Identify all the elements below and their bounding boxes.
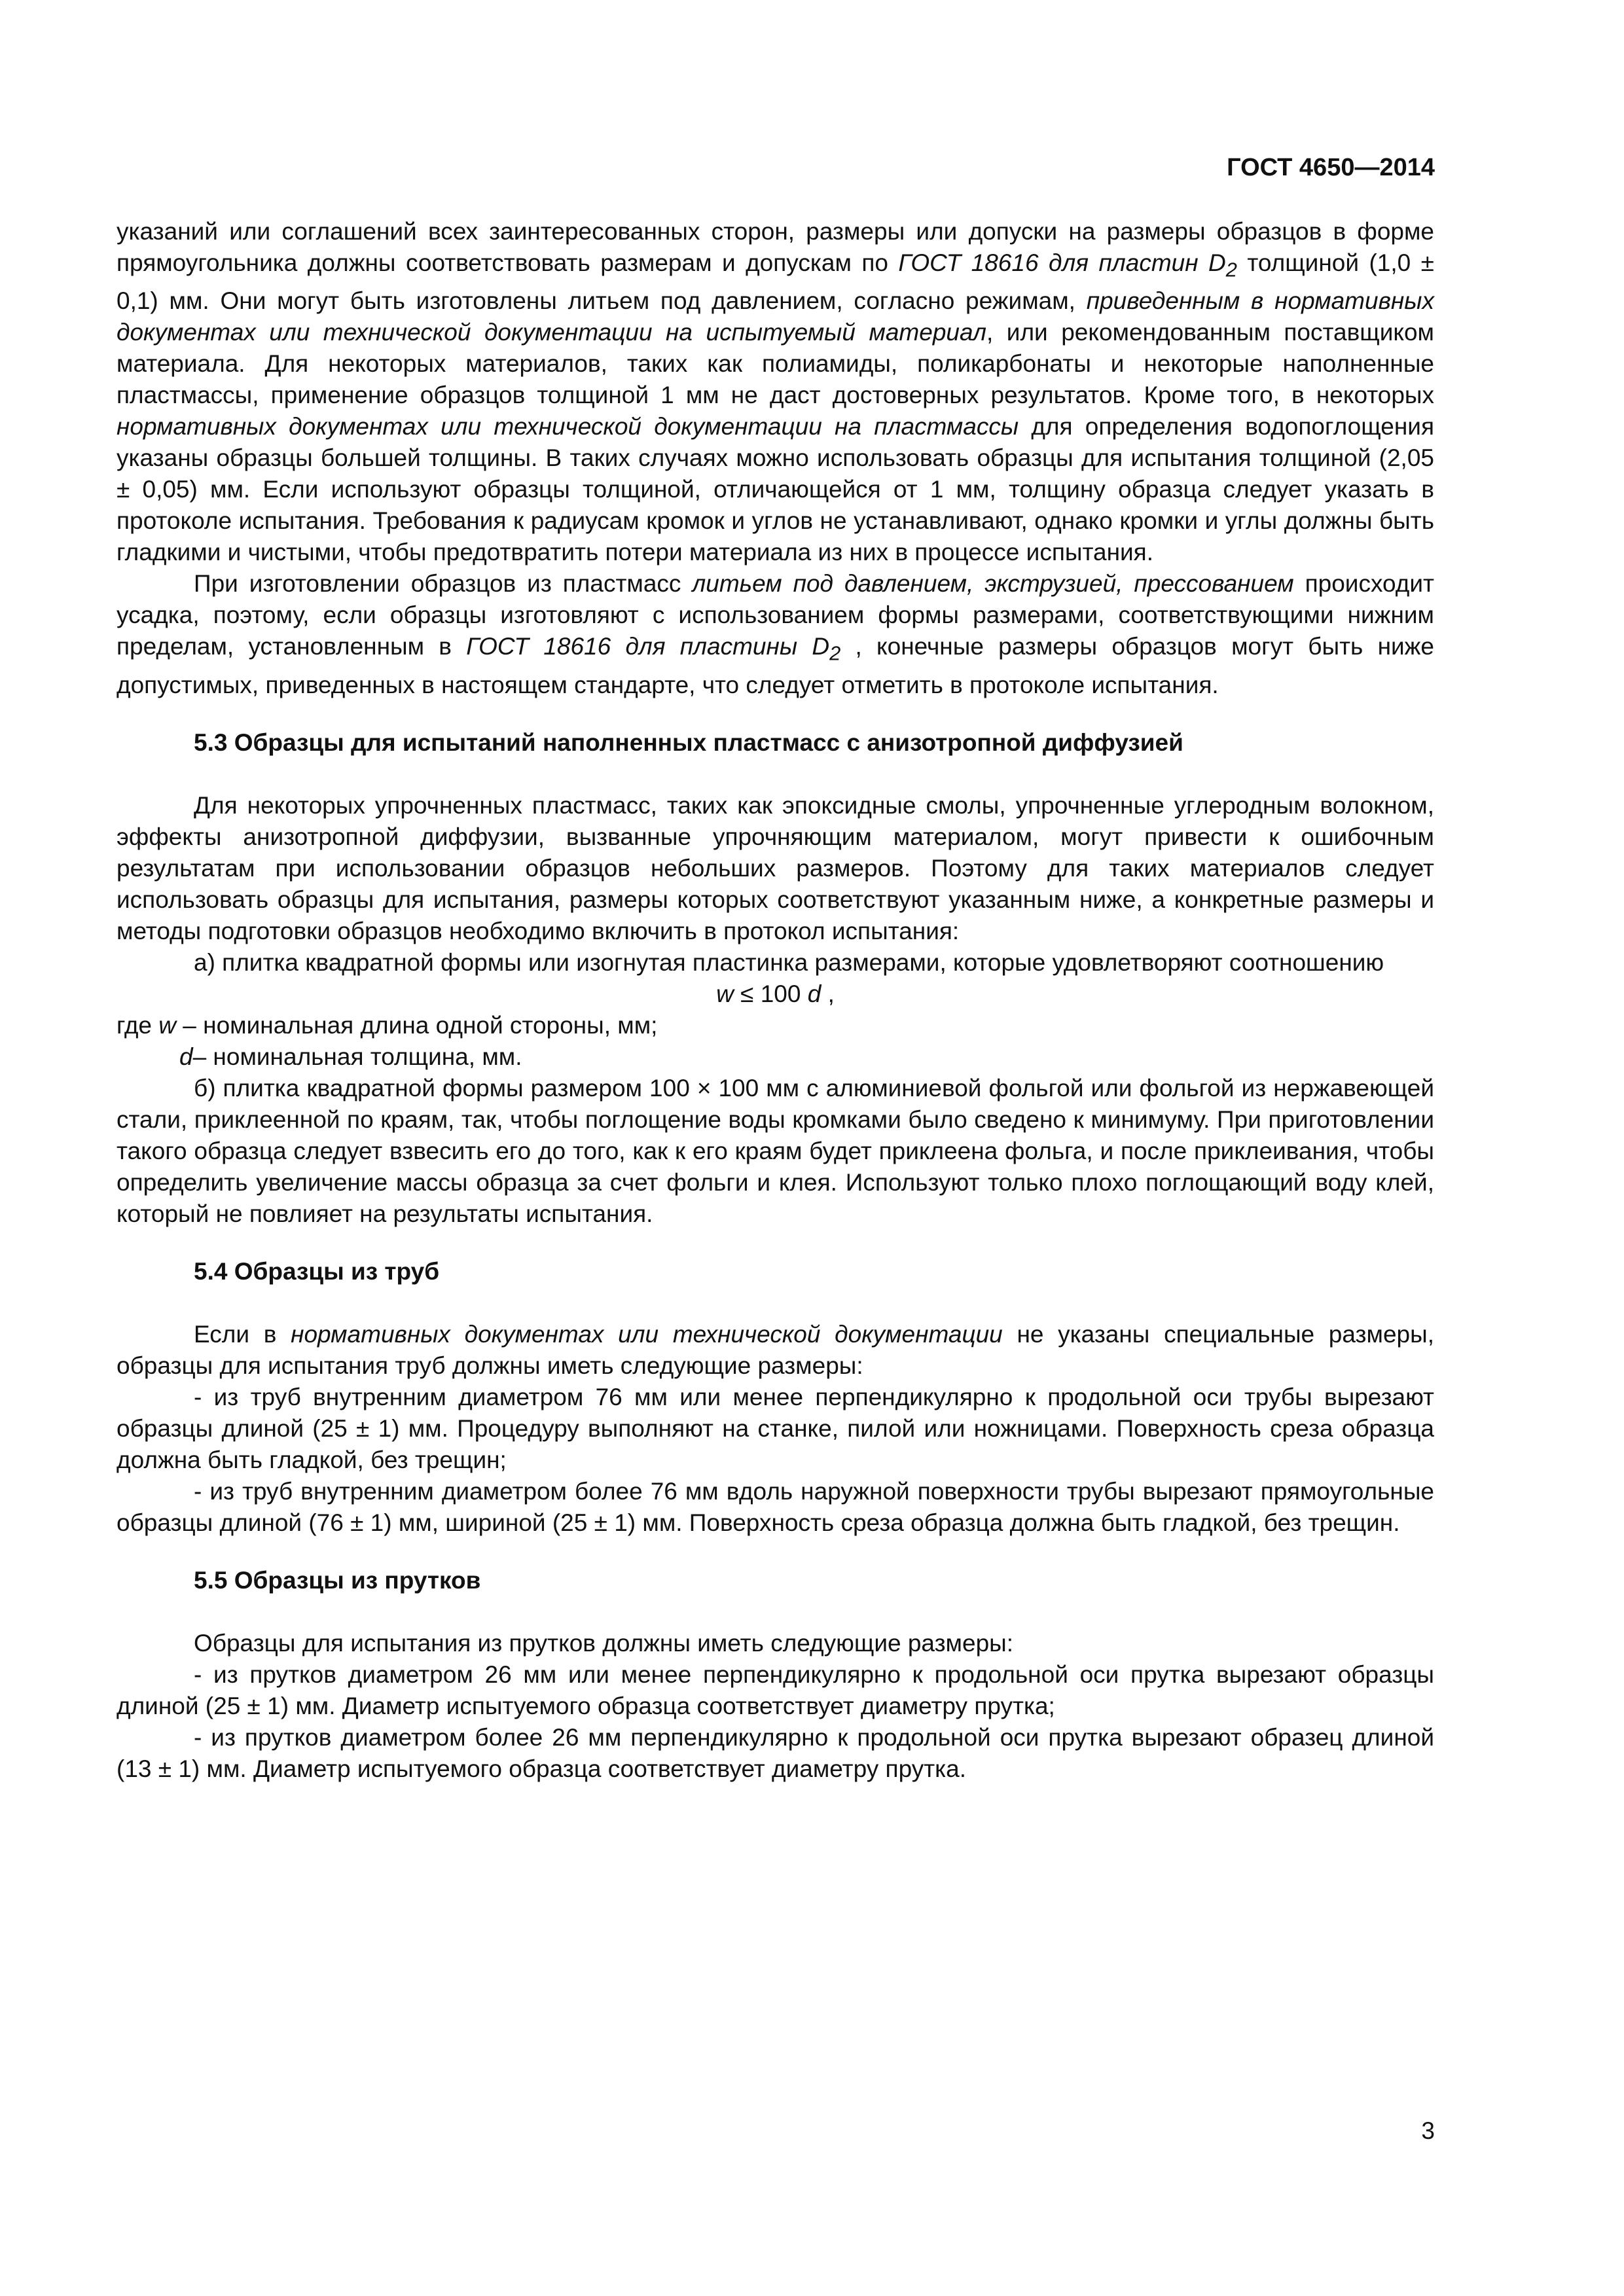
- list-item-rods-small: - из прутков диаметром 26 мм или менее перпендикулярно к продольной оси прутка вырезают образцы длиной (25 ± 1) мм. Диаметр испытуемого образца соответствует диаметру прутка;: [117, 1660, 1434, 1719]
- list-item-rods-large: - из прутков диаметром более 26 мм перпендикулярно к продольной оси прутка вырезают образец длиной (13 ± 1) мм. Диаметр испытуемого образца соответствует диаметру прутка.: [117, 1723, 1434, 1782]
- paragraph-anisotropic: Для некоторых упрочненных пластмасс, таких как эпоксидные смолы, упрочненные углеродным волокном, эффекты анизотропной диффузии, вызванные упрочняющим материалом, могут привести к ошибочным результатам при использовании образцов небольших размеров. Поэтому для таких материалов следует использовать образцы для испытания, размеры которых соответствуют указанным ниже, а конкретные размеры и методы подготовки образцов необходимо включить в протокол испытания:: [117, 791, 1434, 944]
- paragraph-pipes-intro: Если в нормативных документах или технической документации не указаны специальные размеры, образцы для испытания труб должны иметь следующие размеры:: [117, 1320, 1434, 1379]
- paragraph-rods-intro: Образцы для испытания из прутков должны иметь следующие размеры:: [194, 1629, 1014, 1657]
- page-number: 3: [1421, 2117, 1435, 2144]
- formula-w-le-100d: w ≤ 100 d ,: [716, 980, 835, 1007]
- list-item-b: б) плитка квадратной формы размером 100 × 100 мм с алюминиевой фольгой или фольгой из нержавеющей стали, приклеенной по краям, так, чтобы поглощение воды кромками было сведено к минимуму. При приготовлении такого образца следует взвесить его до того, как к его краям будет приклеена фольга, и после приклеивания, чтобы определить увеличение массы образца за счет фольги и клея. Используют только плохо поглощающий воду клей, который не повлияет на результаты испытания.: [117, 1074, 1434, 1227]
- list-item-pipes-small: - из труб внутренним диаметром 76 мм или менее перпендикулярно к продольной оси трубы вырезают образцы длиной (25 ± 1) мм. Процедуру выполняют на станке, пилой или ножницами. Поверхность среза образца должна быть гладкой, без трещин;: [117, 1383, 1434, 1473]
- list-item-pipes-large: - из труб внутренним диаметром более 76 мм вдоль наружной поверхности трубы вырезают прямоугольные образцы длиной (76 ± 1) мм, шириной (25 ± 1) мм. Поверхность среза образца должна быть гладкой, без трещин.: [117, 1477, 1434, 1536]
- document-header-id: ГОСТ 4650—2014: [1227, 154, 1435, 181]
- section-heading-5-5: 5.5 Образцы из прутков: [194, 1566, 481, 1594]
- formula-legend-d: d– номинальная толщина, мм.: [179, 1043, 522, 1070]
- section-heading-5-3: 5.3 Образцы для испытаний наполненных пластмасс с анизотропной диффузией: [194, 728, 1183, 756]
- document-body: [117, 216, 1434, 1785]
- list-item-a: а) плитка квадратной формы или изогнутая пластинка размерами, которые удовлетворяют соотношению: [194, 948, 1384, 976]
- formula-legend-w: где w – номинальная длина одной стороны, мм;: [117, 1011, 658, 1039]
- paragraph-shrinkage: При изготовлении образцов из пластмасс литьем под давлением, экструзией, прессованием происходит усадка, поэтому, если образцы изготовляют с использованием формы размерами, соответствующими нижним пределам, установленным в ГОСТ 18616 для пластины $D_2$ , конечные размеры образцов могут быть ниже допустимых, приведенных в настоящем стандарте, что следует отметить в протоколе испытания.: [117, 570, 1435, 698]
- section-heading-5-4: 5.4 Образцы из труб: [194, 1257, 440, 1285]
- paragraph-sample-dimensions: указаний или соглашений всех заинтересованных сторон, размеры или допуски на размеры образцов в форме прямоугольника должны соответствовать размерам и допускам по ГОСТ 18616 для пластин $D_2$ толщиной (1,0 ± 0,1) мм. Они могут быть изготовлены литьем под давлением, согласно режимам, приведенным в нормативных документах или технической документации на испытуемый материал, или рекомендованным поставщиком материала. Для некоторых материалов, таких как полиамиды, поликарбонаты и некоторые наполненные пластмассы, применение образцов толщиной 1 мм не даст достоверных результатов. Кроме того, в некоторых нормативных документах или технической документации на пластмассы для определения водопоглощения указаны образцы большей толщины. В таких случаях можно использовать образцы для испытания толщиной (2,05 ± 0,05) мм. Если используют образцы толщиной, отличающейся от 1 мм, толщину образца следует указать в протоколе испытания. Требования к радиусам кромок и углов не устанавливают, однако кромки и углы должны быть гладкими и чистыми, чтобы предотвратить потери материала из них в процессе испытания.: [117, 218, 1434, 566]
